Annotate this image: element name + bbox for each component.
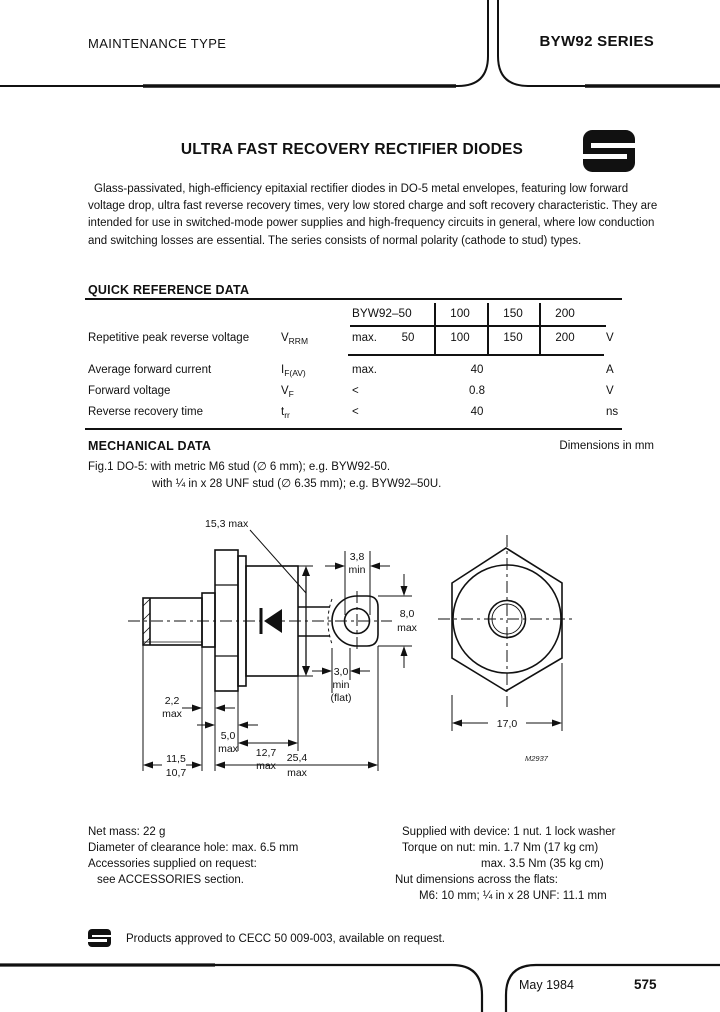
column-separator: [539, 303, 541, 356]
value-150: 150: [503, 332, 523, 344]
dim-body-length-qualifier: max: [256, 760, 276, 772]
row-value: 40: [470, 364, 484, 376]
row-divider-rule: [348, 354, 604, 356]
dim-overall-length: 25,4: [286, 752, 308, 764]
row-label: Repetitive peak reverse voltage: [88, 332, 250, 344]
header-series-label: BYW92 SERIES: [539, 33, 654, 50]
dim-flange-thickness: 5,0: [220, 730, 236, 742]
note-nut-dimensions: Nut dimensions across the flats:: [395, 874, 558, 886]
symbol-base: I: [281, 364, 285, 376]
approval-note: Products approved to CECC 50 009-003, available on request.: [126, 933, 446, 945]
symbol-base: t: [281, 406, 285, 418]
note-supplied-with: Supplied with device: 1 nut. 1 lock washer: [402, 826, 616, 838]
note-accessories: Accessories supplied on request:: [88, 858, 257, 870]
note-nut-dimensions-values: M6: 10 mm; ¼ in x 28 UNF: 11.1 mm: [419, 890, 607, 902]
row-unit: V: [606, 332, 614, 344]
row-symbol: [281, 385, 294, 399]
row-symbol: [281, 364, 306, 378]
note-accessories-ref: see ACCESSORIES section.: [97, 874, 245, 886]
dim-hole-diameter: 3,8: [349, 551, 365, 563]
dim-body-diameter: 15,3 max: [205, 518, 249, 530]
dim-stud-length-min: 10,7: [165, 767, 187, 779]
row-value: 40: [470, 406, 484, 418]
symbol-subscript: F: [288, 389, 294, 399]
dim-stud-length-max: 11,5: [166, 753, 186, 765]
figure-caption-line1: Fig.1 DO-5: with metric M6 stud (∅ 6 mm); e.g. BYW92-50.: [88, 461, 391, 473]
footer-page-number: 575: [634, 977, 657, 992]
dim-body-length: 12,7: [255, 747, 277, 759]
row-unit: A: [606, 364, 614, 376]
type-header-byw92-50: BYW92–50: [352, 306, 412, 320]
row-unit: V: [606, 385, 614, 397]
dim-tag-width: 8,0: [399, 608, 415, 620]
dim-across-flats: 17,0: [496, 718, 518, 730]
dim-flat-qualifier: min: [332, 679, 350, 691]
table-bottom-rule: [85, 428, 622, 430]
type-header-100: 100: [450, 306, 470, 320]
note-clearance-hole: Diameter of clearance hole: max. 6.5 mm: [88, 842, 299, 854]
symbol-base: V: [281, 332, 289, 344]
logo-slit: [591, 143, 635, 148]
value-100: 100: [450, 332, 470, 344]
value-50: 50: [401, 332, 415, 344]
row-condition: max.: [352, 364, 377, 376]
row-unit: ns: [606, 406, 619, 418]
footer-date: May 1984: [519, 978, 574, 992]
symbol-subscript: rr: [284, 410, 290, 420]
note-torque-max: max. 3.5 Nm (35 kg cm): [481, 858, 604, 870]
row-condition: <: [352, 385, 359, 397]
type-header-150: 150: [503, 306, 523, 320]
column-separator: [434, 303, 436, 356]
mechanical-data-heading: MECHANICAL DATA: [88, 439, 212, 453]
figure-code: M2937: [525, 754, 548, 763]
dim-flange-thickness-qualifier: max: [218, 743, 238, 755]
logo-slit: [583, 154, 627, 159]
page-title: ULTRA FAST RECOVERY RECTIFIER DIODES: [180, 141, 524, 158]
row-value: 0.8: [469, 385, 485, 397]
row-condition: <: [352, 406, 359, 418]
dim-shoulder: 2,2: [164, 695, 180, 707]
value-200: 200: [555, 332, 575, 344]
table-top-rule: [85, 298, 622, 300]
symbol-subscript: RRM: [288, 336, 309, 346]
logo-slit: [92, 935, 111, 937]
type-header-200: 200: [555, 306, 575, 320]
note-net-mass: Net mass: 22 g: [88, 826, 166, 838]
footer-divider-rules: [0, 938, 720, 1012]
type-header-underline: [350, 325, 606, 327]
symbol-base: V: [281, 385, 289, 397]
dim-flat: 3,0: [333, 666, 349, 678]
dim-hole-diameter-qualifier: min: [348, 564, 366, 576]
note-torque-min: Torque on nut: min. 1.7 Nm (17 kg cm): [402, 842, 599, 854]
dim-flat-note: (flat): [330, 692, 352, 704]
brand-logo-icon: [583, 130, 635, 172]
figure-caption-line2: with ¼ in x 28 UNF stud (∅ 6.35 mm); e.g. BYW92–50U.: [152, 478, 442, 490]
column-separator: [487, 303, 489, 356]
row-label: Average forward current: [88, 364, 212, 376]
header-left-label: MAINTENANCE TYPE: [88, 36, 227, 51]
dimensions-note: Dimensions in mm: [559, 440, 654, 452]
intro-paragraph: Glass-passivated, high-efficiency epitaxial rectifier diodes in DO-5 metal envelopes, featuring low forward voltage drop, ultra fast reverse recovery times, very low stored charge and soft recovery characteristic. They are intended for use in switched-mode power supplies and high-frequency circuits in general, where low conduction and switching losses are essential. The series consists of normal polarity (cathode to stud) types.: [88, 183, 658, 247]
row-label: Reverse recovery time: [88, 406, 204, 418]
quick-reference-heading: QUICK REFERENCE DATA: [88, 283, 250, 297]
row-symbol: [281, 406, 290, 420]
symbol-subscript: F(AV): [284, 368, 306, 378]
package-outline-drawing: [120, 503, 660, 803]
diode-symbol: [261, 608, 282, 634]
dim-shoulder-qualifier: max: [162, 708, 182, 720]
row-label: Forward voltage: [88, 385, 171, 397]
dim-overall-length-qualifier: max: [287, 767, 307, 779]
row-symbol: [281, 332, 308, 346]
row-condition: max.: [352, 332, 377, 344]
dim-tag-width-qualifier: max: [397, 622, 417, 634]
